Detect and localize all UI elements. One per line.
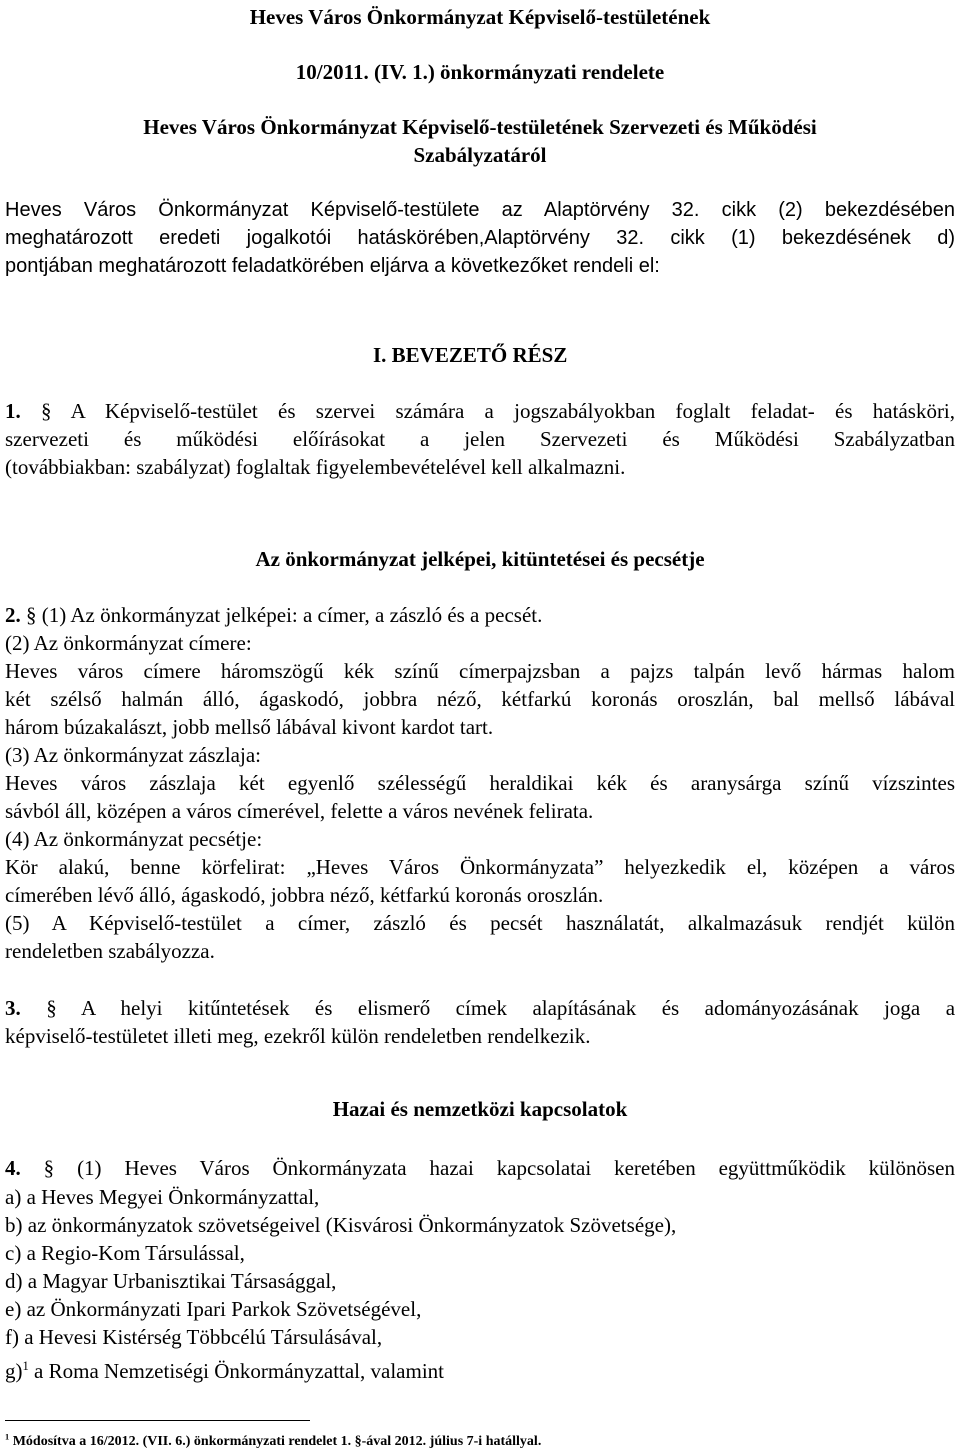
list-item-d: d) a Magyar Urbanisztikai Társasággal, — [5, 1269, 337, 1293]
section-2-para-4-title: (4) Az önkormányzat pecsétje: — [5, 827, 263, 851]
section-2-para-3-line-1: Heves város zászlaja két egyenlő szélességű heraldikai kék és aranysárga színű vízszintes — [5, 771, 955, 795]
list-item-f: f) a Hevesi Kistérség Többcélú Társulásával, — [5, 1325, 383, 1349]
section-1-text-1: A Képviselő-testület és szervei számára a jogszabályokban foglalt feladat- és hatásköri, — [70, 399, 956, 423]
preamble-line-2: meghatározott eredeti jogalkotói hatáskörében,Alaptörvény 32. cikk (1) bekezdésének d) — [5, 227, 955, 249]
part-heading: I. BEVEZETŐ RÉSZ — [373, 343, 568, 367]
preamble-line-3: pontjában meghatározott feladatkörében eljárva a következőket rendeli el: — [5, 255, 660, 277]
section-sign: § — [43, 1156, 55, 1180]
section-2-para-4-line-1: Kör alakú, benne körfelirat: „Heves Város Önkormányzata” helyezkedik el, középen a város — [5, 855, 955, 879]
section-4-line-1 — [5, 1155, 955, 1181]
section-1-line-3: (továbbiakban: szabályzat) foglaltak figyelembevételével kell alkalmazni. — [5, 455, 626, 479]
list-item-g-prefix: g) — [5, 1359, 23, 1383]
section-1-line-1 — [5, 398, 955, 424]
section-sign: § — [26, 603, 37, 627]
footnote-divider — [5, 1420, 310, 1421]
list-item-b: b) az önkormányzatok szövetségeivel (Kisvárosi Önkormányzatok Szövetsége), — [5, 1213, 677, 1237]
section-3-number: 3. — [5, 996, 21, 1020]
section-2-para-2-line-2: két szélső halmán álló, ágaskodó, jobbra néző, kétfarkú koronás oroszlán, bal mellső lábával — [5, 687, 955, 711]
footnote-reference[interactable]: 1 — [22, 1359, 29, 1373]
section-2-para-5-line-2: rendeletben szabályozza. — [5, 939, 215, 963]
title-line-1: Heves Város Önkormányzat Képviselő-testületének — [249, 5, 711, 29]
section-2-para-3-line-2: sávból áll, középen a város címerével, felette a város nevének felirata. — [5, 799, 594, 823]
footnote-text: Módosítva a 16/2012. (VII. 6.) önkormányzati rendelet 1. §-ával 2012. július 7-i hatállyal. — [9, 1434, 542, 1449]
preamble-line-1: Heves Város Önkormányzat Képviselő-testülete az Alaptörvény 32. cikk (2) bekezdésében — [5, 199, 955, 221]
footnote-marker: 1 — [5, 1432, 10, 1442]
list-item-g — [5, 1358, 955, 1384]
title-line-2: 10/2011. (IV. 1.) önkormányzati rendelete — [295, 60, 665, 84]
section-3-line-2: képviselő-testületet illeti meg, ezekről külön rendeletben rendelkezik. — [5, 1024, 591, 1048]
section-2-para-3-title: (3) Az önkormányzat zászlaja: — [5, 743, 261, 767]
section-4-number: 4. — [5, 1156, 21, 1180]
footnote — [5, 1433, 541, 1451]
section-1-number: 1. — [5, 399, 21, 423]
section-4-intro: (1) Heves Város Önkormányzata hazai kapcsolatai keretében együttműködik különösen — [77, 1156, 956, 1180]
section-2-para-1: (1) Az önkormányzat jelképei: a címer, a zászló és a pecsét. — [41, 603, 543, 627]
section-2-para-2-line-3: három búzakalászt, jobb mellső lábával kivont kardot tart. — [5, 715, 494, 739]
section-2-para-4-line-2: címerében lévő álló, ágaskodó, jobbra néző, kétfarkú koronás oroszlán. — [5, 883, 604, 907]
list-item-a: a) a Heves Megyei Önkormányzattal, — [5, 1185, 320, 1209]
section-sign: § — [46, 996, 57, 1020]
section-2-line-1 — [5, 602, 955, 628]
section-2-para-2-line-1: Heves város címere háromszögű kék színű címerpajzsban a pajzs talpán levő hármas halom — [5, 659, 955, 683]
section-1-line-2: szervezeti és működési előírásokat a jelen Szervezeti és Működési Szabályzatban — [5, 427, 955, 451]
section-3-text-1: A helyi kitűntetések és elismerő címek alapításának és adományozásának joga a — [81, 996, 956, 1020]
section-2-para-5-line-1: (5) A Képviselő-testület a címer, zászló és pecsét használatát, alkalmazásuk rendjét külön — [5, 911, 955, 935]
section-3-line-1 — [5, 995, 955, 1021]
list-item-g-text: a Roma Nemzetiségi Önkormányzattal, valamint — [28, 1359, 444, 1383]
list-item-c: c) a Regio-Kom Társulással, — [5, 1241, 245, 1265]
section-2-number: 2. — [5, 603, 21, 627]
heading-symbols: Az önkormányzat jelképei, kitüntetései és pecsétje — [255, 547, 705, 571]
section-sign: § — [41, 399, 52, 423]
heading-relations: Hazai és nemzetközi kapcsolatok — [332, 1097, 628, 1121]
section-2-para-2-title: (2) Az önkormányzat címere: — [5, 631, 252, 655]
title-line-3: Heves Város Önkormányzat Képviselő-testületének Szervezeti és Működési — [143, 115, 817, 139]
list-item-e: e) az Önkormányzati Ipari Parkok Szövetségével, — [5, 1297, 422, 1321]
title-line-4: Szabályzatáról — [413, 143, 547, 167]
